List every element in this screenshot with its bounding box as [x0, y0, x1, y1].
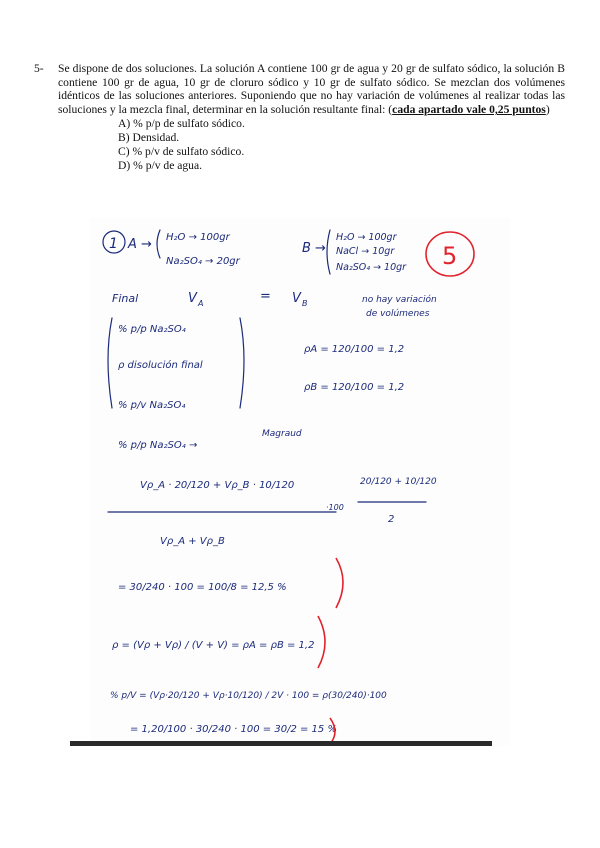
hw-pp-head: % p/p Na₂SO₄ →: [118, 440, 198, 451]
option-c: C) % p/v de sulfato sódico.: [118, 144, 245, 158]
hw-pp-den: Vρ_A + Vρ_B: [160, 536, 225, 547]
options-list: [40, 117, 565, 173]
hw-pp-den-right: 2: [388, 514, 395, 525]
hw-item1: % p/p Na₂SO₄: [118, 324, 186, 335]
question-number: 5-: [34, 62, 44, 75]
question-block: [34, 62, 565, 173]
hw-final-label: Final: [112, 292, 139, 305]
option-b: B) Densidad.: [118, 130, 180, 144]
hw-scribble: Magraud: [262, 429, 302, 439]
hw-va: V: [188, 291, 197, 306]
brace-b-icon: [327, 230, 330, 274]
hw-b-line1: H₂O → 100gr: [336, 232, 397, 243]
hw-b-line3: Na₂SO₄ → 10gr: [336, 262, 407, 273]
hw-pp-right: 20/120 + 10/120: [360, 477, 437, 487]
scan-bottom-bar: [70, 741, 492, 746]
hw-rho-eq: ρ = (Vρ + Vρ) / (V + V) = ρA = ρB = 1,2: [112, 640, 315, 651]
hw-b-label: B →: [302, 241, 326, 256]
hw-no-var: no hay variación: [362, 295, 437, 305]
handwriting-svg: [90, 218, 510, 746]
hw-pv-result: = 1,20/100 · 30/240 · 100 = 30/2 = 15 %: [130, 724, 337, 735]
hw-rho-a: ρA = 120/100 = 1,2: [304, 344, 405, 355]
option-a: A) % p/p de sulfato sódico.: [118, 116, 245, 130]
hw-pp-line: Vρ_A · 20/120 + Vρ_B · 10/120: [140, 480, 295, 491]
hw-item2: ρ disolución final: [118, 360, 203, 371]
hw-vb-sub: B: [302, 299, 308, 308]
option-d: D) % p/v de agua.: [118, 158, 203, 172]
hw-pp-100: ·100: [326, 503, 344, 512]
points-note: cada apartado vale 0,25 puntos: [392, 103, 546, 117]
brace-a-icon: [157, 230, 160, 258]
circled-one-digit: 1: [109, 236, 118, 252]
hw-b-line2: NaCl → 10gr: [336, 246, 395, 257]
hw-va-sub: A: [198, 299, 204, 308]
red-bracket-2-icon: [318, 616, 325, 668]
hw-vb: V: [292, 291, 301, 306]
hw-a-label: A →: [128, 237, 152, 252]
brace-items-right-icon: [240, 318, 244, 408]
hw-a-line1: H₂O → 100gr: [166, 232, 230, 243]
handwritten-answer-scan: [90, 218, 510, 746]
question-statement: Se dispone de dos soluciones. La solución A contiene 100 gr de agua y 20 gr de sulfato sódico, la solución B contiene 100 gr de agua, 10 gr de cloruro sódico y 10 gr de sulfato sódico. Se mezclan dos volúmenes idénticos de las soluciones anteriores. Suponiendo que no hay variación de volúmenes al realizar todas las soluciones y la mezcla final, determinar en la solución resultante final: (: [58, 62, 565, 117]
hw-rho-b: ρB = 120/100 = 1,2: [304, 382, 405, 393]
hw-item3: % p/v Na₂SO₄: [118, 400, 186, 411]
hw-pp-result: = 30/240 · 100 = 100/8 = 12,5 %: [118, 582, 287, 593]
red-bracket-1-icon: [336, 558, 343, 608]
question-text: [40, 62, 565, 117]
hw-a-line2: Na₂SO₄ → 20gr: [166, 256, 240, 267]
hw-no-var2: de volúmenes: [366, 309, 430, 319]
hw-pv-eq: % p/V = (Vρ·20/120 + Vρ·10/120) / 2V · 100 = ρ(30/240)·100: [110, 691, 387, 701]
hw-eq: =: [260, 289, 271, 304]
close-paren: ): [545, 103, 550, 117]
grade-value: 5: [442, 242, 458, 270]
brace-items-icon: [108, 318, 112, 408]
